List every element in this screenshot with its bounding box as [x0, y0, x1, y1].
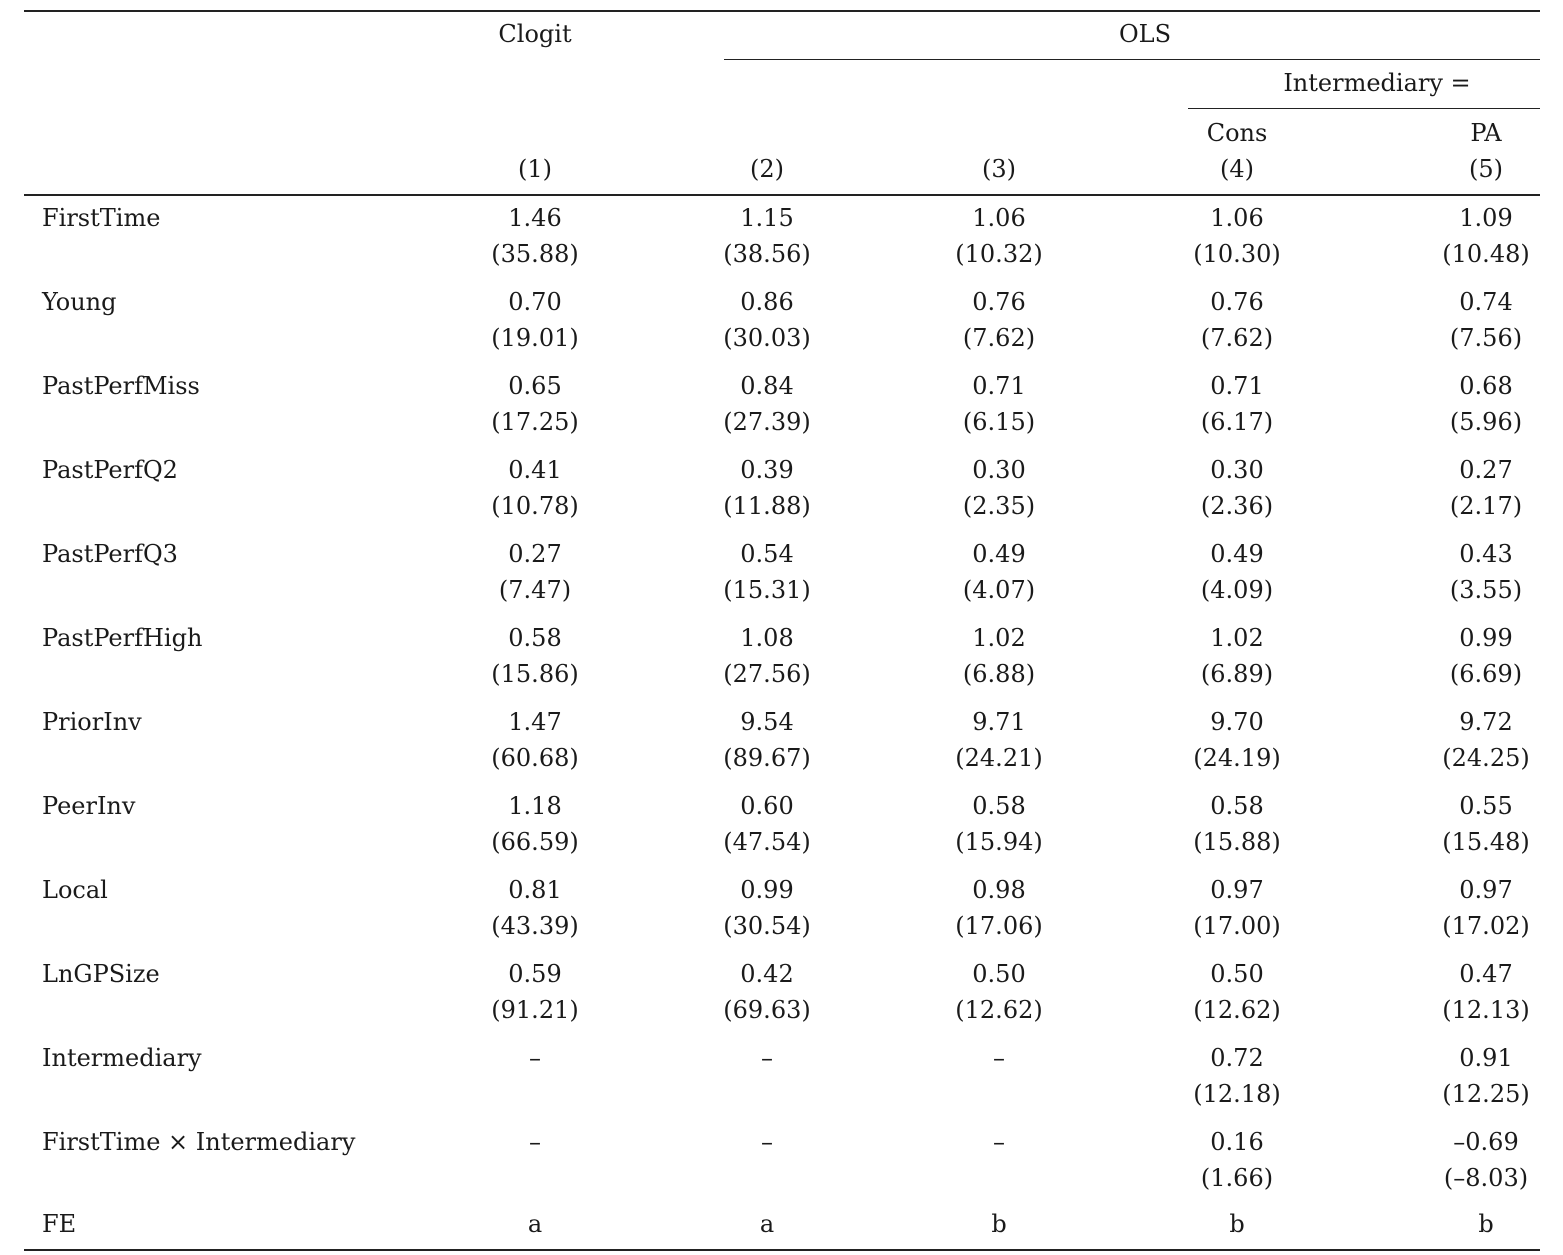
- tstat-cell: (30.03): [723, 324, 811, 352]
- intermediary-underline: [1188, 108, 1540, 109]
- coefficient-cell: 0.99: [1459, 624, 1513, 652]
- coefficient-cell: –: [529, 1044, 541, 1072]
- coefficient-cell: 0.71: [1210, 372, 1264, 400]
- coefficient-cell: 1.47: [508, 708, 562, 736]
- tstat-cell: (38.56): [723, 240, 811, 268]
- row-label: PastPerfQ2: [42, 456, 178, 484]
- tstat-cell: (10.30): [1193, 240, 1281, 268]
- tstat-cell: (4.07): [962, 576, 1036, 604]
- coefficient-cell: –0.69: [1453, 1128, 1519, 1156]
- column-number-2: (2): [750, 155, 784, 183]
- top-rule: [24, 10, 1540, 12]
- column-number-5: (5): [1469, 155, 1503, 183]
- row-label: PriorInv: [42, 708, 142, 736]
- coefficient-cell: 0.30: [972, 456, 1026, 484]
- coefficient-cell: 0.86: [740, 288, 794, 316]
- coefficient-cell: 0.50: [972, 960, 1026, 988]
- tstat-cell: (10.78): [491, 492, 579, 520]
- coefficient-cell: –: [993, 1044, 1005, 1072]
- tstat-cell: (6.69): [1449, 660, 1523, 688]
- header-cons: Cons: [1206, 119, 1268, 147]
- coefficient-cell: 0.50: [1210, 960, 1264, 988]
- coefficient-cell: 0.49: [972, 540, 1026, 568]
- tstat-cell: (30.54): [723, 912, 811, 940]
- row-label: PastPerfMiss: [42, 372, 200, 400]
- coefficient-cell: 0.27: [508, 540, 562, 568]
- coefficient-cell: 0.65: [508, 372, 562, 400]
- coefficient-cell: 0.97: [1459, 876, 1513, 904]
- coefficient-cell: 0.47: [1459, 960, 1513, 988]
- coefficient-cell: 9.72: [1459, 708, 1513, 736]
- tstat-cell: (60.68): [491, 744, 579, 772]
- coefficient-cell: 0.97: [1210, 876, 1264, 904]
- coefficient-cell: 0.76: [972, 288, 1026, 316]
- coefficient-cell: –: [761, 1128, 773, 1156]
- coefficient-cell: 1.18: [508, 792, 562, 820]
- tstat-cell: (17.00): [1193, 912, 1281, 940]
- tstat-cell: (17.25): [491, 408, 579, 436]
- coefficient-cell: 9.71: [972, 708, 1026, 736]
- coefficient-cell: 0.59: [508, 960, 562, 988]
- tstat-cell: (6.17): [1200, 408, 1274, 436]
- tstat-cell: (7.62): [962, 324, 1036, 352]
- coefficient-cell: 0.55: [1459, 792, 1513, 820]
- row-label: LnGPSize: [42, 960, 160, 988]
- coefficient-cell: 1.02: [972, 624, 1026, 652]
- row-label: PeerInv: [42, 792, 136, 820]
- tstat-cell: (24.21): [955, 744, 1043, 772]
- tstat-cell: (11.88): [723, 492, 811, 520]
- coefficient-cell: 0.43: [1459, 540, 1513, 568]
- tstat-cell: (15.94): [955, 828, 1043, 856]
- coefficient-cell: –: [761, 1044, 773, 1072]
- tstat-cell: (91.21): [491, 996, 579, 1024]
- coefficient-cell: 0.68: [1459, 372, 1513, 400]
- column-number-4: (4): [1220, 155, 1254, 183]
- header-clogit: Clogit: [498, 20, 572, 48]
- row-label: FirstTime: [42, 204, 161, 232]
- coefficient-cell: –: [529, 1128, 541, 1156]
- coefficient-cell: 0.58: [508, 624, 562, 652]
- coefficient-cell: 0.54: [740, 540, 794, 568]
- tstat-cell: (3.55): [1449, 576, 1523, 604]
- coefficient-cell: 0.39: [740, 456, 794, 484]
- coefficient-cell: 0.30: [1210, 456, 1264, 484]
- coefficient-cell: 0.72: [1210, 1044, 1264, 1072]
- tstat-cell: (2.35): [962, 492, 1036, 520]
- coefficient-cell: 0.70: [508, 288, 562, 316]
- header-intermediary: Intermediary =: [1283, 69, 1471, 97]
- tstat-cell: (35.88): [491, 240, 579, 268]
- tstat-cell: (6.88): [962, 660, 1036, 688]
- coefficient-cell: 1.09: [1459, 204, 1513, 232]
- fe-value: a: [527, 1210, 543, 1238]
- fe-value: a: [759, 1210, 775, 1238]
- coefficient-cell: 0.42: [740, 960, 794, 988]
- header-pa: PA: [1470, 119, 1502, 147]
- column-number-3: (3): [982, 155, 1016, 183]
- fe-value: b: [1478, 1210, 1494, 1238]
- coefficient-cell: 1.02: [1210, 624, 1264, 652]
- coefficient-cell: 0.58: [1210, 792, 1264, 820]
- coefficient-cell: 0.60: [740, 792, 794, 820]
- coefficient-cell: 0.41: [508, 456, 562, 484]
- ols-underline: [724, 59, 1540, 60]
- tstat-cell: (5.96): [1449, 408, 1523, 436]
- coefficient-cell: 9.54: [740, 708, 794, 736]
- tstat-cell: (2.17): [1449, 492, 1523, 520]
- coefficient-cell: 0.91: [1459, 1044, 1513, 1072]
- coefficient-cell: 0.98: [972, 876, 1026, 904]
- tstat-cell: (12.62): [1193, 996, 1281, 1024]
- tstat-cell: (47.54): [723, 828, 811, 856]
- tstat-cell: (24.19): [1193, 744, 1281, 772]
- row-label: Local: [42, 876, 108, 904]
- row-label: Young: [42, 288, 117, 316]
- tstat-cell: (10.48): [1442, 240, 1530, 268]
- tstat-cell: (1.66): [1200, 1164, 1274, 1192]
- column-number-1: (1): [518, 155, 552, 183]
- tstat-cell: (15.48): [1442, 828, 1530, 856]
- tstat-cell: (7.62): [1200, 324, 1274, 352]
- bottom-rule: [24, 1249, 1540, 1251]
- coefficient-cell: 0.71: [972, 372, 1026, 400]
- tstat-cell: (69.63): [723, 996, 811, 1024]
- tstat-cell: (12.62): [955, 996, 1043, 1024]
- coefficient-cell: 1.06: [1210, 204, 1264, 232]
- row-label: PastPerfQ3: [42, 540, 178, 568]
- coefficient-cell: 0.84: [740, 372, 794, 400]
- coefficient-cell: 1.46: [508, 204, 562, 232]
- row-label: Intermediary: [42, 1044, 202, 1072]
- tstat-cell: (10.32): [955, 240, 1043, 268]
- tstat-cell: (17.02): [1442, 912, 1530, 940]
- coefficient-cell: 1.08: [740, 624, 794, 652]
- row-label: PastPerfHigh: [42, 624, 203, 652]
- tstat-cell: (66.59): [491, 828, 579, 856]
- tstat-cell: (27.39): [723, 408, 811, 436]
- tstat-cell: (15.31): [723, 576, 811, 604]
- coefficient-cell: 0.58: [972, 792, 1026, 820]
- coefficient-cell: 0.76: [1210, 288, 1264, 316]
- tstat-cell: (12.25): [1442, 1080, 1530, 1108]
- coefficient-cell: 9.70: [1210, 708, 1264, 736]
- tstat-cell: (–8.03): [1443, 1164, 1529, 1192]
- fe-label: FE: [42, 1210, 77, 1238]
- tstat-cell: (27.56): [723, 660, 811, 688]
- tstat-cell: (17.06): [955, 912, 1043, 940]
- tstat-cell: (24.25): [1442, 744, 1530, 772]
- row-label: FirstTime × Intermediary: [42, 1128, 356, 1156]
- header-ols: OLS: [1118, 20, 1172, 48]
- fe-value: b: [1229, 1210, 1245, 1238]
- coefficient-cell: 0.74: [1459, 288, 1513, 316]
- tstat-cell: (7.47): [498, 576, 572, 604]
- coefficient-cell: –: [993, 1128, 1005, 1156]
- coefficient-cell: 0.81: [508, 876, 562, 904]
- tstat-cell: (19.01): [491, 324, 579, 352]
- tstat-cell: (7.56): [1449, 324, 1523, 352]
- tstat-cell: (6.89): [1200, 660, 1274, 688]
- coefficient-cell: 0.99: [740, 876, 794, 904]
- coefficient-cell: 0.27: [1459, 456, 1513, 484]
- coefficient-cell: 0.49: [1210, 540, 1264, 568]
- tstat-cell: (12.13): [1442, 996, 1530, 1024]
- tstat-cell: (2.36): [1200, 492, 1274, 520]
- header-rule: [24, 194, 1540, 196]
- coefficient-cell: 1.06: [972, 204, 1026, 232]
- coefficient-cell: 1.15: [740, 204, 794, 232]
- tstat-cell: (15.86): [491, 660, 579, 688]
- coefficient-cell: 0.16: [1210, 1128, 1264, 1156]
- tstat-cell: (89.67): [723, 744, 811, 772]
- tstat-cell: (15.88): [1193, 828, 1281, 856]
- tstat-cell: (6.15): [962, 408, 1036, 436]
- tstat-cell: (43.39): [491, 912, 579, 940]
- tstat-cell: (4.09): [1200, 576, 1274, 604]
- fe-value: b: [991, 1210, 1007, 1238]
- tstat-cell: (12.18): [1193, 1080, 1281, 1108]
